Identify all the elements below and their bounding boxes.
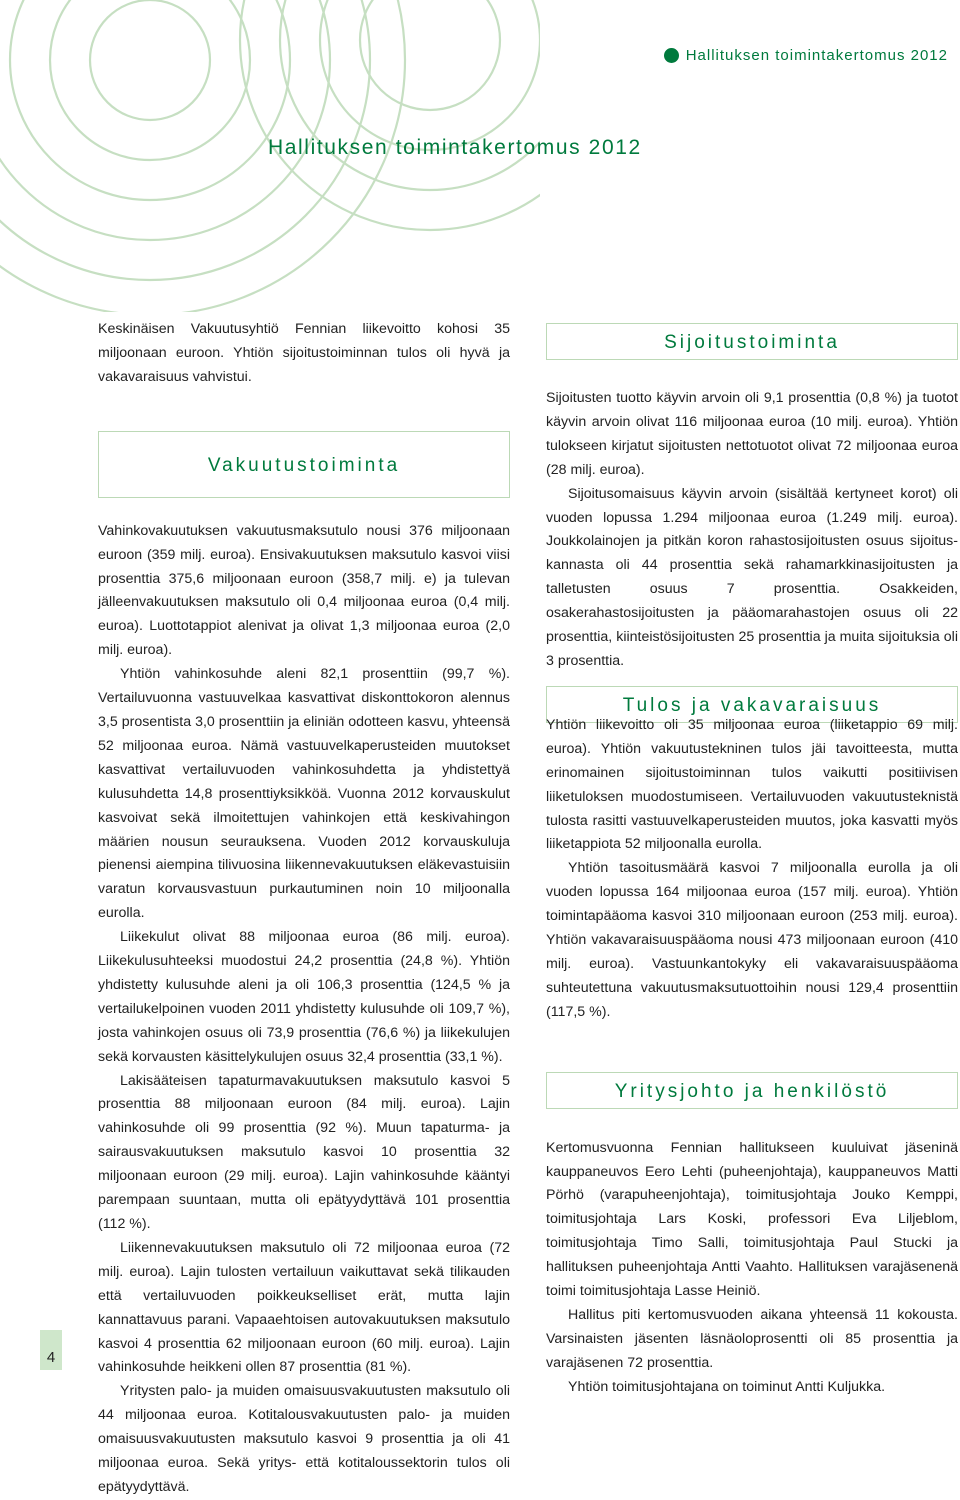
left-column bbox=[98, 318, 510, 1500]
decorative-ring bbox=[280, 0, 540, 190]
decorative-ring bbox=[320, 0, 540, 150]
paragraph: Yhtiön vahinkosuhde aleni 82,1 prosenttiin (99,7 %). Vertailuvuonna vastuuvelkaa kasvattivat diskonttokoron alennus 3,5 prosentista 3,0 prosenttiin ja eliniän odotteen kasvu, yhteensä 52 miljoonaa euroa. Nämä vastuuvelkaperusteiden muutokset kasvattivat vertailuvuoden vahinkosuhdetta ja yhdistettyä kulusuhdetta 14,8 prosenttiyksikköä. Vuonna 2012 korvauskulut kasvoivat sekä ilmoitettujen vahinkojen että keskivahingon määrien nousun seurauksena. Vuoden 2012 korvauskuluja pienensi aiempina tilivuosina liikennevakuutuksen eläkevastuisiin varatun korvausvastuun purkautuminen noin 10 miljoonalla eurolla. bbox=[98, 666, 510, 922]
paragraph: Yhtiön toimitusjohtajana on toiminut Antti Kuljukka. bbox=[568, 1378, 886, 1395]
decorative-ring bbox=[90, 0, 210, 120]
running-header bbox=[664, 44, 948, 66]
paragraph: Yhtiön tasoitusmäärä kasvoi 7 miljoonalla eurolla ja oli vuoden lopussa 164 miljoonaa euroa (157 milj. euroa). Yhtiön toimintapääoma kasvoi 310 miljoonaan euroon (253 milj. euroa). Yhtiön vakavaraisuuspääoma nousi 473 miljoonaan euroon (410 milj. euroa). Vastuunkantokyky eli vakavaraisuuspääoma suhteutettuna vakuutusmaksutuottoihin nousi 129,4 prosenttiin (117,5 %). bbox=[546, 860, 958, 1020]
paragraph: Yhtiön liikevoitto oli 35 miljoonaa euroa (liiketappio 69 milj. euroa). Yhtiön vakuutustekninen tulos jäi tavoitteesta, mutta erinomainen sijoitustoiminnan tulos vaikutti positiivisen liiketuloksen muodostumiseen. Vertailuvuoden vakuutusteknistä tulosta rasitti vastuuvelkaperusteiden muutos, joka kasvatti myös liiketappiota 52 miljoonalla eurolla. bbox=[546, 716, 958, 853]
page-title: Hallituksen toimintakertomus 2012 bbox=[268, 136, 642, 159]
section-heading-tulos: Tulos ja vakavaraisuus bbox=[546, 686, 958, 723]
paragraph: Sijoitusomaisuus käyvin arvoin (sisältää kertyneet korot) oli vuoden lopussa 1.294 miljoonaa euroa (1.249 milj. euroa). Joukkolainojen ja pitkän koron rahastosijoitusten osuus sijoitus-kannasta oli 44 prosenttia sekä rahamarkkinasijoitusten ja talletusten osuus 7 prosenttia. Osakkeiden, osakerahastosijoitusten ja pääomarahastojen osuus oli 22 prosenttia, kiinteistösijoitusten 25 prosenttia ja muita sijoituksia oli 3 prosenttia. bbox=[546, 485, 958, 669]
bullet-dot-icon bbox=[664, 48, 679, 63]
paragraph: Hallitus piti kertomusvuoden aikana yhteensä 11 kokousta. Varsinaisten jäsenten läsnäoloprosentti oli 85 prosenttia ja varajäsenen 72 prosenttia. bbox=[546, 1307, 958, 1371]
paragraph: Kertomusvuonna Fennian hallitukseen kuuluivat jäseninä kauppaneuvos Eero Lehti (puheenjohtaja), kauppaneuvos Matti Pörhö (varapuheenjohtaja), toimitusjohtaja Jouko Kemppi, toimitusjohtaja Lars Koski, professori Eva Liljeblom, toimitusjohtaja Timo Salli, toimitusjohtaja Paul Stucki ja hallituksen puheenjohtaja Antti Vaahto. Hallituksen varajäsenenä toimi toimitusjohtaja Lasse Heiniö. bbox=[546, 1139, 958, 1300]
section-heading-yritysjohto: Yritysjohto ja henkilöstö bbox=[546, 1072, 958, 1109]
intro-paragraph: Keskinäisen Vakuutusyhtiö Fennian liikevoitto kohosi 35 miljoonaan euroon. Yhtiön sijoitustoiminnan tulos oli hyvä ja vakavaraisuus vahvistui. bbox=[98, 321, 510, 385]
paragraph: Liikekulut olivat 88 miljoonaa euroa (86 milj. euroa). Liikekulusuhteeksi muodostui 24,2 prosenttia (24,8 %). Yhtiön yhdistetty kulusuhde aleni ja oli 106,3 prosenttia (124,5 % ja vertailukelpoinen vuoden 2011 yhdistetty kulusuhde oli 109,7 %), josta vahinkojen osuus oli 73,9 prosenttia (76,6 %) ja liikekulujen sekä korvausten käsittelykulujen osuus 32,4 prosenttia (33,1 %). bbox=[98, 929, 510, 1065]
running-title: Hallituksen toimintakertomus 2012 bbox=[685, 46, 948, 64]
right-column bbox=[546, 387, 958, 1400]
paragraph: Liikennevakuutuksen maksutulo oli 72 miljoonaa euroa (72 milj. euroa). Lajin tulosten vertailuun vaikuttavat sekä tilikauden että vertailuvuoden poikkeukselliset erät, mutta lajin kannattavuus parani. Vapaaehtoisen autovakuutuksen maksutulo kasvoi 4 prosenttia 62 miljoonaan euroon (60 milj. euroa). Lajin vahinkosuhde heikkeni ollen 87 prosenttia (81 %). bbox=[98, 1239, 510, 1376]
section-heading-vakuutustoiminta: Vakuutustoiminta bbox=[98, 431, 510, 498]
page-number: 4 bbox=[40, 1330, 62, 1370]
decorative-ring bbox=[240, 0, 540, 230]
decorative-ring bbox=[50, 0, 250, 160]
paragraph: Lakisääteisen tapaturmavakuutuksen maksutulo kasvoi 5 prosenttia 88 miljoonaan euroon (84 milj. euroa). Lajin vahinkosuhde oli 99 prosenttia (92 %). Muun tapaturma- ja sairausvakuutuksen maksutulo kasvoi 10 prosenttia 32 miljoonaan euroon (29 milj. euroa). Lajin vahinkosuhde kääntyi parempaan suuntaan, mutta oli epätyydyttävä 101 prosenttia (112 %). bbox=[98, 1072, 510, 1232]
decorative-ring bbox=[360, 0, 500, 110]
section-heading-sijoitustoiminta: Sijoitustoiminta bbox=[546, 323, 958, 360]
paragraph: Vahinkovakuutuksen vakuutusmaksutulo nousi 376 miljoonaan euroon (359 milj. euroa). Ensivakuutuksen maksutulo kasvoi viisi prosenttia 375,6 miljoonaan euroon (358,7 milj. e) ja tulevan jälleenvakuutuksen maksutulo oli 0,4 miljoonaa euroa (0,4 milj. euroa). Luottotappiot alenivat ja olivat 1,3 miljoonaa euroa (2,0 milj. euroa). bbox=[98, 522, 510, 659]
decorative-ring bbox=[10, 0, 290, 200]
paragraph: Sijoitusten tuotto käyvin arvoin oli 9,1 prosenttia (0,8 %) ja tuotot käyvin arvoin olivat 116 miljoonaa euroa (10 milj. euroa). Yhtiön tulokseen kirjatut sijoitusten nettotuotot olivat 72 miljoonaa euroa (28 milj. euroa). bbox=[546, 390, 958, 478]
paragraph: Yritysten palo- ja muiden omaisuusvakuutusten maksutulo oli 44 miljoonaa euroa. Kotitalousvakuutusten palo- ja muiden omaisuusvakuutusten maksutulo kasvoi 9 prosenttia ja oli 41 miljoonaa euroa. Sekä yritys- että kotitaloussektorin tulos oli epätyydyttävä. bbox=[98, 1383, 510, 1495]
